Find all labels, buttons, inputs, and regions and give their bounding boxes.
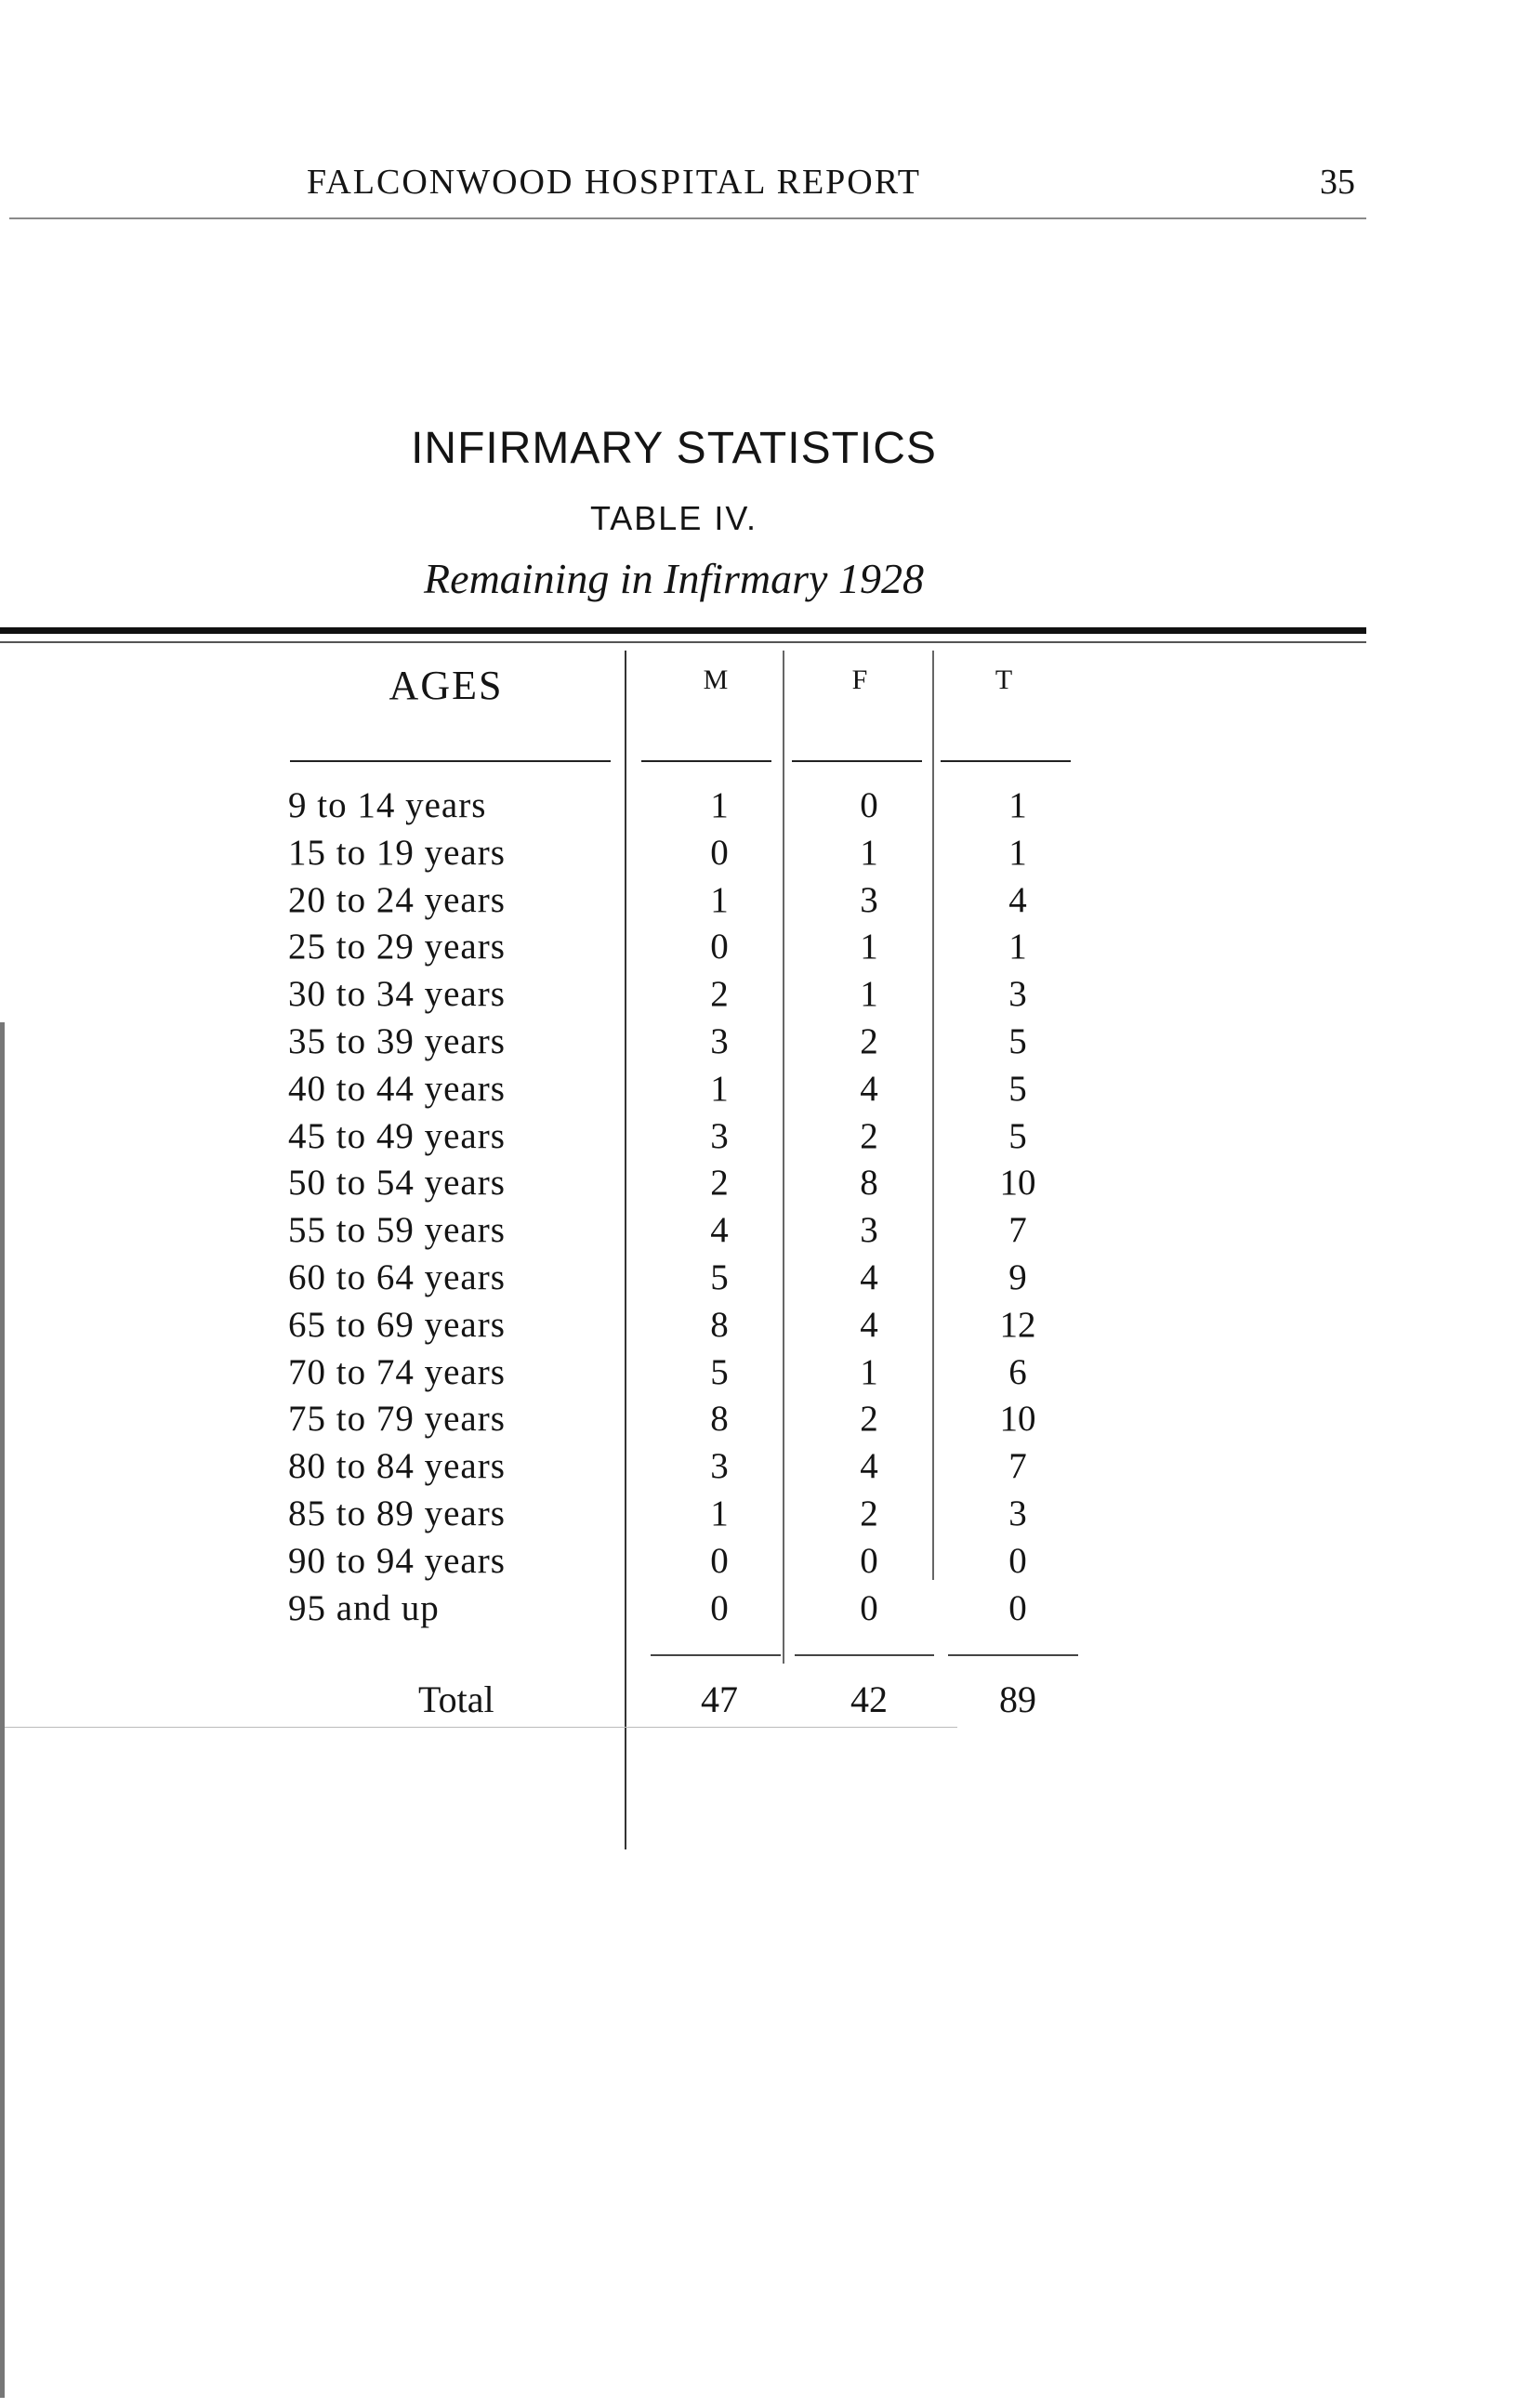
column-header-ages: AGES bbox=[389, 663, 504, 708]
total-label: Total bbox=[418, 1678, 494, 1720]
age-range: 30 to 34 years bbox=[288, 974, 506, 1015]
total-t: 89 bbox=[999, 1678, 1036, 1720]
cell-f: 3 bbox=[860, 879, 878, 920]
table-body bbox=[0, 783, 1115, 1632]
age-range: 50 to 54 years bbox=[288, 1163, 506, 1204]
total-separator bbox=[651, 1654, 781, 1656]
table-row bbox=[0, 1349, 1115, 1397]
cell-t: 10 bbox=[999, 1163, 1036, 1204]
column-header-t: T bbox=[995, 665, 1013, 695]
cell-t: 9 bbox=[1008, 1257, 1027, 1297]
cell-m: 8 bbox=[710, 1399, 729, 1440]
cell-t: 5 bbox=[1008, 1068, 1027, 1109]
cell-t: 0 bbox=[1008, 1587, 1027, 1628]
cell-f: 2 bbox=[860, 1020, 878, 1061]
cell-f: 2 bbox=[860, 1399, 878, 1440]
cell-f: 4 bbox=[860, 1304, 878, 1345]
cell-f: 1 bbox=[860, 832, 878, 873]
table-row bbox=[0, 924, 1115, 971]
age-range: 45 to 49 years bbox=[288, 1115, 506, 1156]
cell-m: 5 bbox=[710, 1351, 729, 1392]
table-row bbox=[0, 1207, 1115, 1255]
age-range: 95 and up bbox=[288, 1587, 440, 1628]
cell-m: 1 bbox=[710, 1068, 729, 1109]
cell-m: 0 bbox=[710, 832, 729, 873]
footer-rule bbox=[0, 1727, 957, 1728]
age-range: 9 to 14 years bbox=[288, 785, 487, 825]
page-number: 35 bbox=[1320, 163, 1355, 202]
table-row bbox=[0, 877, 1115, 925]
table-row bbox=[0, 1160, 1115, 1207]
cell-f: 0 bbox=[860, 785, 878, 825]
header-separator bbox=[641, 760, 771, 762]
age-range: 80 to 84 years bbox=[288, 1446, 506, 1487]
cell-m: 2 bbox=[710, 974, 729, 1015]
cell-m: 3 bbox=[710, 1446, 729, 1487]
cell-t: 7 bbox=[1008, 1210, 1027, 1251]
age-range: 40 to 44 years bbox=[288, 1068, 506, 1109]
cell-f: 1 bbox=[860, 1351, 878, 1392]
total-f: 42 bbox=[850, 1678, 888, 1720]
cell-f: 2 bbox=[860, 1493, 878, 1533]
cell-t: 5 bbox=[1008, 1020, 1027, 1061]
cell-t: 1 bbox=[1008, 785, 1027, 825]
column-header-f: F bbox=[851, 665, 868, 695]
cell-t: 12 bbox=[999, 1304, 1036, 1345]
table-subtitle: TABLE IV. bbox=[589, 499, 758, 537]
cell-f: 2 bbox=[860, 1115, 878, 1156]
total-separator bbox=[948, 1654, 1078, 1656]
cell-t: 3 bbox=[1008, 1493, 1027, 1533]
running-head: FALCONWOOD HOSPITAL REPORT bbox=[307, 163, 922, 202]
table-row bbox=[0, 830, 1115, 877]
cell-f: 1 bbox=[860, 974, 878, 1015]
cell-t: 1 bbox=[1008, 832, 1027, 873]
column-header-m: M bbox=[703, 665, 729, 695]
cell-m: 1 bbox=[710, 785, 729, 825]
cell-m: 1 bbox=[710, 879, 729, 920]
table-row bbox=[0, 1302, 1115, 1349]
cell-m: 2 bbox=[710, 1163, 729, 1204]
cell-m: 1 bbox=[710, 1493, 729, 1533]
table-row bbox=[0, 1113, 1115, 1161]
cell-f: 0 bbox=[860, 1540, 878, 1581]
table-title: INFIRMARY STATISTICS bbox=[411, 424, 937, 473]
age-range: 75 to 79 years bbox=[288, 1399, 506, 1440]
cell-t: 7 bbox=[1008, 1446, 1027, 1487]
cell-t: 10 bbox=[999, 1399, 1036, 1440]
table-row bbox=[0, 1491, 1115, 1538]
table-row bbox=[0, 1019, 1115, 1066]
age-range: 55 to 59 years bbox=[288, 1210, 506, 1251]
table-row bbox=[0, 1586, 1115, 1633]
table-top-thin-rule bbox=[0, 641, 1366, 643]
cell-m: 3 bbox=[710, 1020, 729, 1061]
age-range: 90 to 94 years bbox=[288, 1540, 506, 1581]
header-separator bbox=[290, 760, 611, 762]
cell-f: 1 bbox=[860, 927, 878, 967]
header-rule bbox=[9, 217, 1366, 219]
cell-t: 1 bbox=[1008, 927, 1027, 967]
cell-t: 6 bbox=[1008, 1351, 1027, 1392]
cell-f: 4 bbox=[860, 1068, 878, 1109]
cell-t: 0 bbox=[1008, 1540, 1027, 1581]
table-row bbox=[0, 1538, 1115, 1586]
header-separator bbox=[941, 760, 1071, 762]
age-range: 60 to 64 years bbox=[288, 1257, 506, 1297]
table-row bbox=[0, 1396, 1115, 1443]
age-range: 85 to 89 years bbox=[288, 1493, 506, 1533]
cell-m: 3 bbox=[710, 1115, 729, 1156]
page-edge-shadow bbox=[0, 1022, 5, 2398]
age-range: 35 to 39 years bbox=[288, 1020, 506, 1061]
table-caption: Remaining in Infirmary 1928 bbox=[424, 555, 924, 602]
age-range: 20 to 24 years bbox=[288, 879, 506, 920]
header-separator bbox=[792, 760, 922, 762]
table-row bbox=[0, 1066, 1115, 1113]
table-row bbox=[0, 1443, 1115, 1491]
age-range: 70 to 74 years bbox=[288, 1351, 506, 1392]
cell-m: 5 bbox=[710, 1257, 729, 1297]
age-range: 25 to 29 years bbox=[288, 927, 506, 967]
age-range: 65 to 69 years bbox=[288, 1304, 506, 1345]
cell-f: 8 bbox=[860, 1163, 878, 1204]
cell-t: 3 bbox=[1008, 974, 1027, 1015]
total-separator bbox=[795, 1654, 934, 1656]
cell-f: 4 bbox=[860, 1446, 878, 1487]
table-row bbox=[0, 1255, 1115, 1302]
table-row bbox=[0, 971, 1115, 1019]
total-m: 47 bbox=[701, 1678, 738, 1720]
cell-m: 4 bbox=[710, 1210, 729, 1251]
cell-f: 4 bbox=[860, 1257, 878, 1297]
table-top-rule bbox=[0, 627, 1366, 634]
cell-f: 3 bbox=[860, 1210, 878, 1251]
cell-m: 0 bbox=[710, 1540, 729, 1581]
cell-m: 8 bbox=[710, 1304, 729, 1345]
cell-t: 4 bbox=[1008, 879, 1027, 920]
cell-f: 0 bbox=[860, 1587, 878, 1628]
cell-t: 5 bbox=[1008, 1115, 1027, 1156]
table-row bbox=[0, 783, 1115, 830]
age-range: 15 to 19 years bbox=[288, 832, 506, 873]
cell-m: 0 bbox=[710, 927, 729, 967]
cell-m: 0 bbox=[710, 1587, 729, 1628]
